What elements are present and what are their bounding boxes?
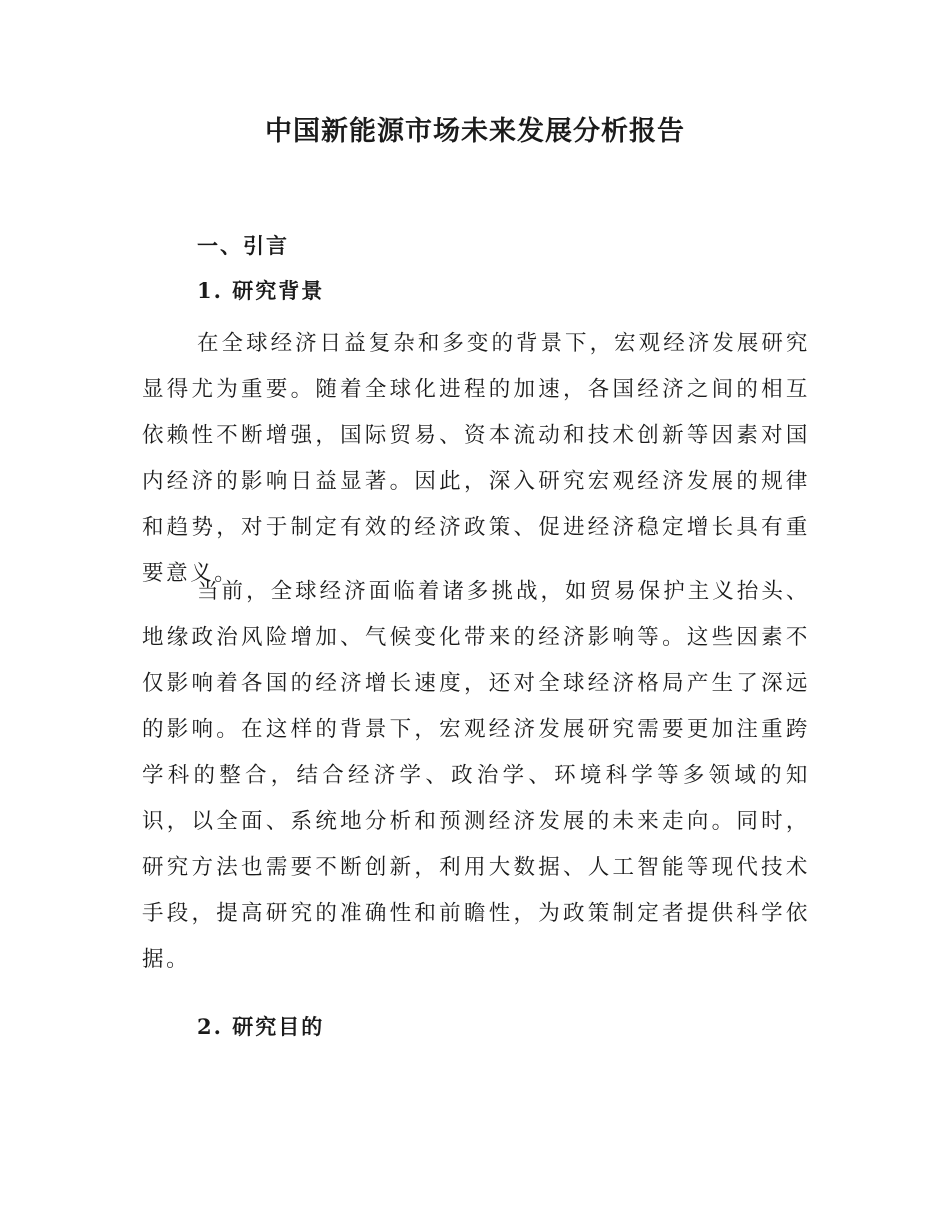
section-heading-introduction: 一、引言 — [197, 233, 289, 258]
subsection-heading-background: 1. 研究背景 — [197, 278, 325, 303]
subsection-heading-purpose: 2. 研究目的 — [197, 1014, 325, 1039]
body-paragraph: 当前，全球经济面临着诸多挑战，如贸易保护主义抬头、地缘政治风险增加、气候变化带来的经济影响等。这些因素不仅影响着各国的经济增长速度，还对全球经济格局产生了深远的影响。在这样的背景下，宏观经济发展研究需要更加注重跨学科的整合，结合经济学、政治学、环境科学等多领域的知识，以全面、系统地分析和预测经济发展的未来走向。同时，研究方法也需要不断创新，利用大数据、人工智能等现代技术手段，提高研究的准确性和前瞻性，为政策制定者提供科学依据。 — [142, 579, 810, 972]
document-title: 中国新能源市场未来发展分析报告 — [265, 116, 685, 147]
body-paragraph: 在全球经济日益复杂和多变的背景下，宏观经济发展研究显得尤为重要。随着全球化进程的加速，各国经济之间的相互依赖性不断增强，国际贸易、资本流动和技术创新等因素对国内经济的影响日益显著。因此，深入研究宏观经济发展的规律和趋势，对于制定有效的经济政策、促进经济稳定增长具有重要意义。 — [142, 331, 810, 586]
